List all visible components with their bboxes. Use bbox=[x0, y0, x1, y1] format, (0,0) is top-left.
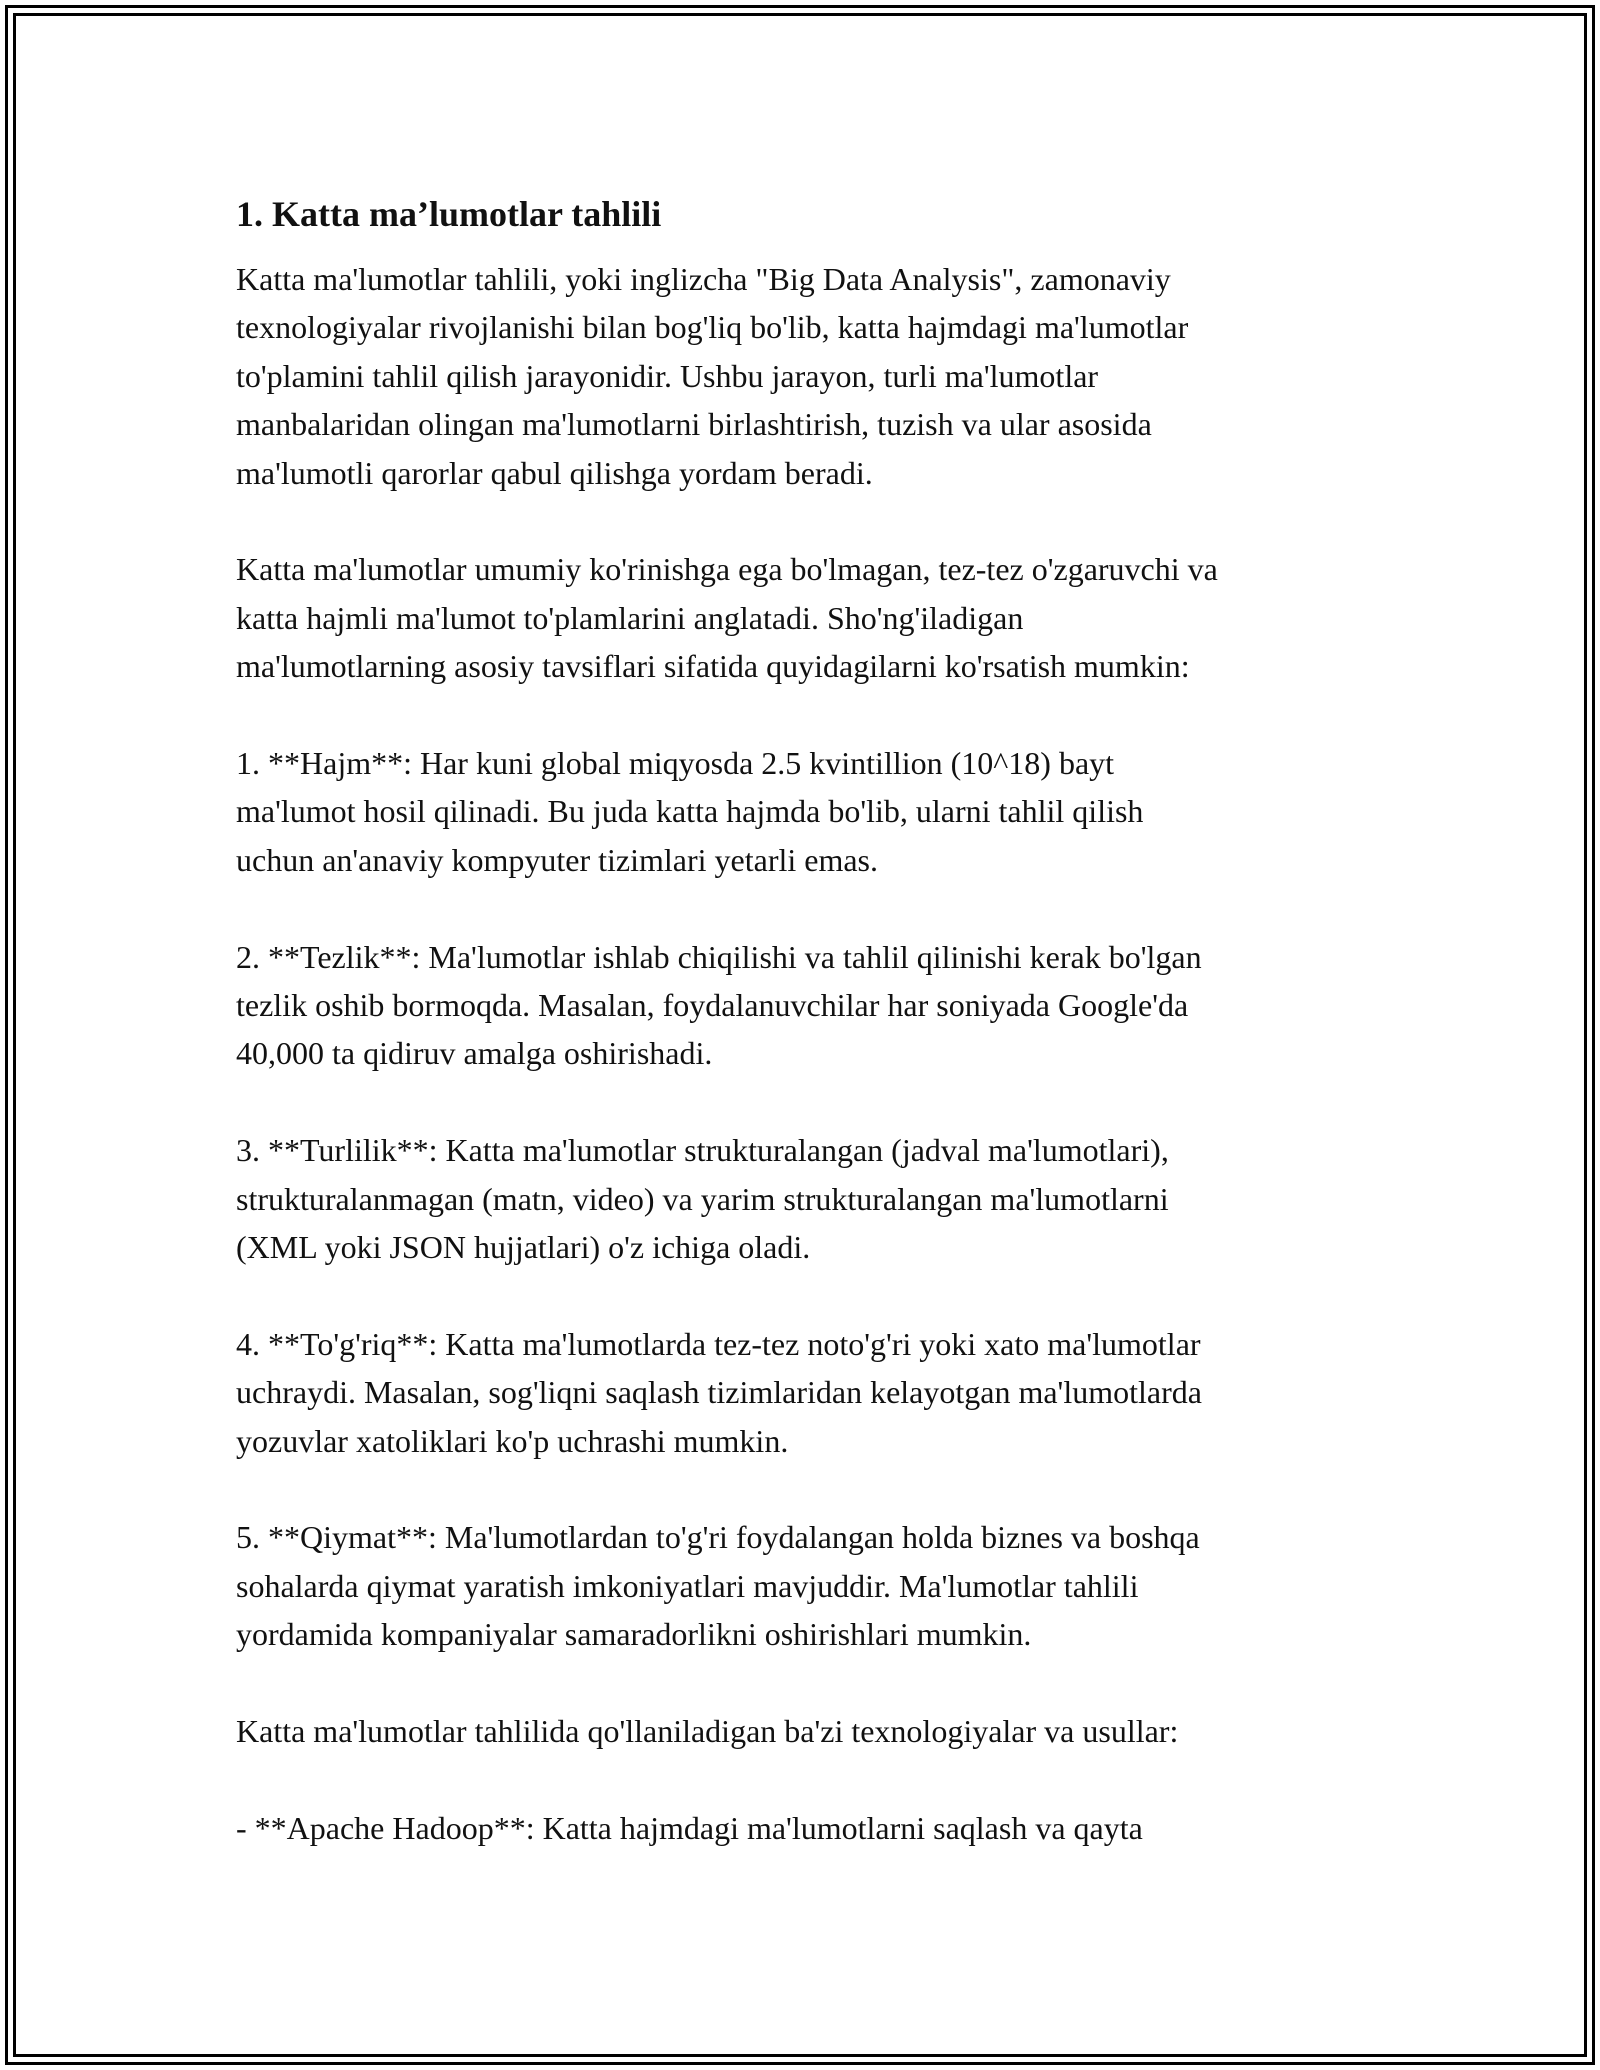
list-item-variety bbox=[236, 1126, 1386, 1271]
text-line: texnologiyalar rivojlanishi bilan bog'liq bo'lib, katta hajmdagi ma'lumotlar bbox=[236, 309, 1189, 346]
text-line: uchraydi. Masalan, sog'liqni saqlash tizimlaridan kelayotgan ma'lumotlarda bbox=[236, 1374, 1202, 1411]
text-line: sohalarda qiymat yaratish imkoniyatlari mavjuddir. Ma'lumotlar tahlili bbox=[236, 1567, 1139, 1604]
list-item-value bbox=[236, 1513, 1386, 1658]
text-line: - **Apache Hadoop**: Katta hajmdagi ma'lumotlarni saqlash va qayta bbox=[236, 1809, 1143, 1846]
text-line: 1. **Hajm**: Har kuni global miqyosda 2.5 kvintillion (10^18) bayt bbox=[236, 745, 1115, 782]
text-line: (XML yoki JSON hujjatlari) o'z ichiga oladi. bbox=[236, 1229, 811, 1266]
text-line: uchun an'anaviy kompyuter tizimlari yetarli emas. bbox=[236, 841, 878, 878]
text-line: to'plamini tahlil qilish jarayonidir. Ushbu jarayon, turli ma'lumotlar bbox=[236, 357, 1099, 394]
definition-paragraph bbox=[236, 545, 1386, 690]
text-line: 2. **Tezlik**: Ma'lumotlar ishlab chiqilishi va tahlil qilinishi kerak bo'lgan bbox=[236, 938, 1202, 975]
list-item-veracity bbox=[236, 1320, 1386, 1465]
text-line: 5. **Qiymat**: Ma'lumotlardan to'g'ri foydalangan holda biznes va boshqa bbox=[236, 1519, 1200, 1556]
text-line: ma'lumot hosil qilinadi. Bu juda katta hajmda bo'lib, ularni tahlil qilish bbox=[236, 793, 1144, 830]
list-item-volume bbox=[236, 739, 1386, 884]
text-line: Katta ma'lumotlar tahlili, yoki inglizcha "Big Data Analysis", zamonaviy bbox=[236, 261, 1171, 297]
list-item-velocity bbox=[236, 933, 1386, 1078]
text-line: ma'lumotlarning asosiy tavsiflari sifatida quyidagilarni ko'rsatish mumkin: bbox=[236, 648, 1190, 685]
intro-paragraph bbox=[236, 255, 1386, 497]
document-body bbox=[236, 255, 1386, 1852]
text-line: 40,000 ta qidiruv amalga oshirishadi. bbox=[236, 1035, 713, 1072]
text-line: Katta ma'lumotlar umumiy ko'rinishga ega bo'lmagan, tez-tez o'zgaruvchi va bbox=[236, 551, 1218, 588]
text-line: 3. **Turlilik**: Katta ma'lumotlar strukturalangan (jadval ma'lumotlari), bbox=[236, 1132, 1169, 1169]
technologies-intro bbox=[236, 1707, 1386, 1755]
text-line: katta hajmli ma'lumot to'plamlarini anglatadi. Sho'ng'iladigan bbox=[236, 599, 1024, 636]
text-line: ma'lumotli qarorlar qabul qilishga yordam beradi. bbox=[236, 454, 873, 491]
text-line: yordamida kompaniyalar samaradorlikni oshirishlari mumkin. bbox=[236, 1616, 1032, 1653]
text-line: yozuvlar xatoliklari ko'p uchrashi mumkin. bbox=[236, 1422, 789, 1459]
text-line: 4. **To'g'riq**: Katta ma'lumotlarda tez-tez noto'g'ri yoki xato ma'lumotlar bbox=[236, 1325, 1201, 1362]
text-line: strukturalanmagan (matn, video) va yarim strukturalangan ma'lumotlarni bbox=[236, 1180, 1169, 1217]
text-line: manbalaridan olingan ma'lumotlarni birlashtirish, tuzish va ular asosida bbox=[236, 406, 1152, 443]
bullet-item-hadoop bbox=[236, 1804, 1386, 1852]
section-heading: 1. Katta ma’lumotlar tahlili bbox=[236, 194, 662, 234]
text-line: Katta ma'lumotlar tahlilida qo'llaniladigan ba'zi texnologiyalar va usullar: bbox=[236, 1713, 1179, 1750]
document-page bbox=[236, 188, 1386, 1901]
text-line: tezlik oshib bormoqda. Masalan, foydalanuvchilar har soniyada Google'da bbox=[236, 987, 1189, 1024]
